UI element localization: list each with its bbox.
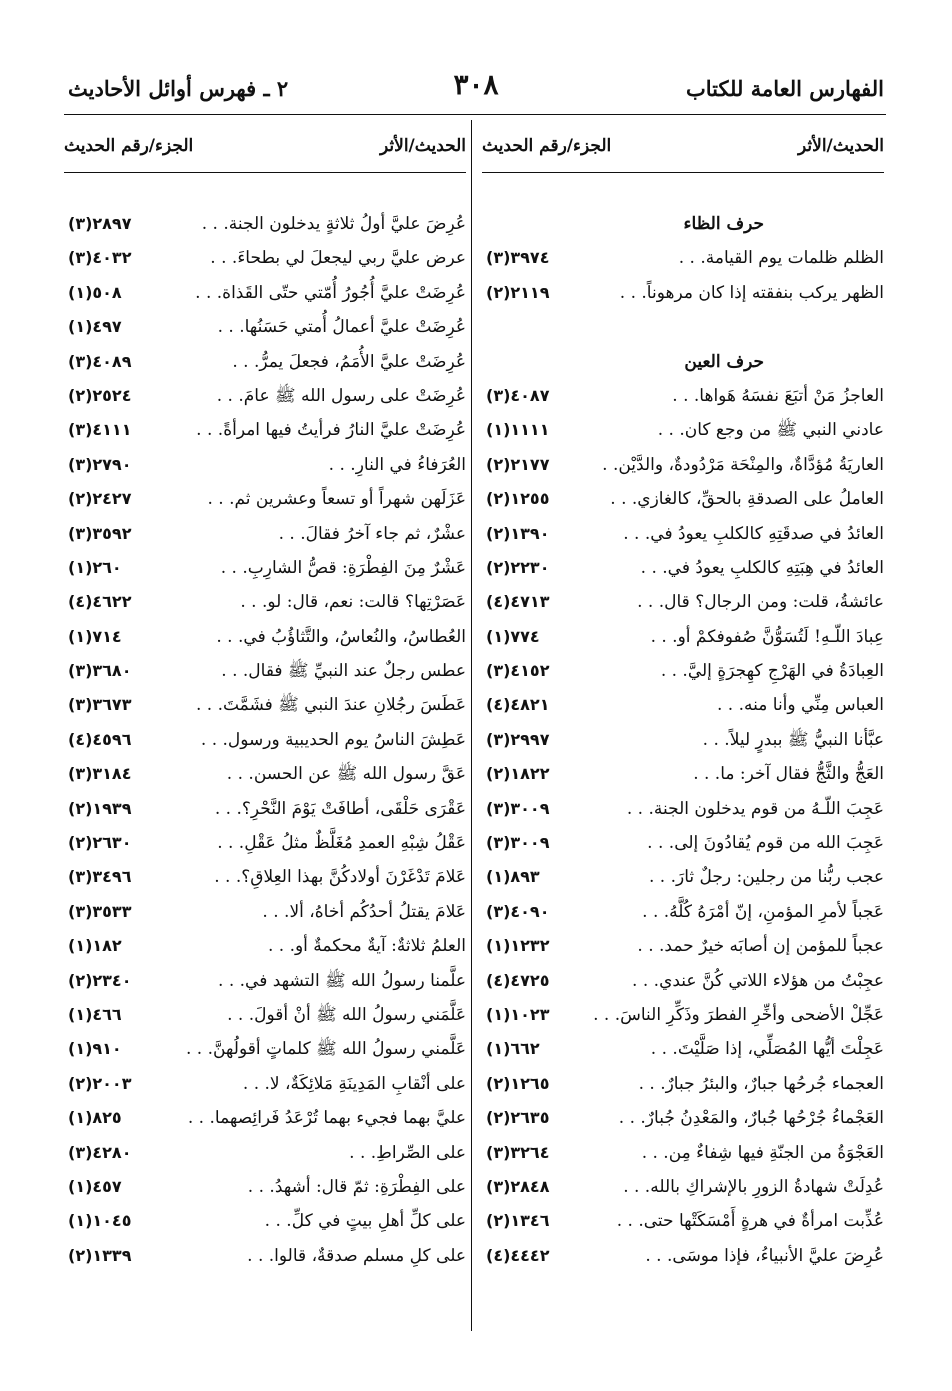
index-entry [64, 310, 466, 344]
book-title: الفهارس العامة للكتاب [685, 76, 884, 101]
entry-ref: ٤٠٨٧(٣) [486, 385, 550, 405]
entry-text: عُرِضَتْ عليَّ أعمالُ أُمتي حَسَنُها. . . [217, 317, 466, 338]
entry-ref: ٧٧٤(١) [486, 626, 540, 646]
entry-text: عَلامَ تَدْغَرْنَ أولادكُنَّ بهذا العِلاقِ؟. . . [214, 867, 466, 888]
index-entry [64, 448, 466, 482]
entry-text: عَلَّمَني رسولُ الله ﷺ أنْ أقولَ. . . [227, 1004, 466, 1025]
index-entry [64, 1032, 466, 1066]
index-entry [64, 860, 466, 894]
index-entry [482, 276, 884, 310]
left-column-head [64, 130, 466, 162]
entry-text: عَزَلَهن شهراً أو تسعاً وعشرين ثم. . . [207, 489, 466, 510]
left-column [64, 130, 466, 1273]
index-entry [482, 1067, 884, 1101]
index-entry [482, 585, 884, 619]
entry-text: عَجِلْتَ أيُّها المُصَلِّي، إذا صَلَّيْتَ. . . [650, 1039, 884, 1060]
entry-text: عُرِضَتْ عليَّ النارُ فرأيتُ فيها امرأةً. . . [196, 420, 466, 441]
entry-text: عَشْرٌ مِنَ الفِطْرَةِ: قصُّ الشارِبِ. . . [220, 557, 466, 578]
index-entry [64, 620, 466, 654]
index-entry [482, 1101, 884, 1135]
entry-text: عُرِضَتْ عليَّ أُجُورُ أُمّتي حتّى القَذاة. . . [195, 282, 466, 303]
index-entry [64, 413, 466, 447]
entry-text: العباس مِنِّي وأنا منه. . . [717, 695, 884, 716]
entry-ref: ٧١٤(١) [68, 626, 122, 646]
entry-ref: ٢٩٩٧(٣) [486, 729, 550, 749]
index-entry [482, 551, 884, 585]
entry-text: عَجباً لأمرِ المؤمنِ، إنّ أمْرَهُ كُلَّهُ. . . [642, 901, 884, 922]
index-entry [482, 241, 884, 275]
entry-text: عَجِّلْ الأضحى وأخِّرِ الفطرَ وذَكِّرِ الناسَ. . . [593, 1004, 884, 1025]
entry-ref: ١٢٥٥(٢) [486, 489, 550, 509]
index-entry [64, 654, 466, 688]
entry-ref: ١٣٣٩(٢) [68, 1245, 132, 1265]
index-entry [64, 895, 466, 929]
entry-ref: ٤٧٢٥(٤) [486, 970, 550, 990]
index-entry [482, 310, 884, 344]
index-entry [482, 620, 884, 654]
entry-text: على كلِّ أهلِ بيتٍ في كلِّ. . . [264, 1211, 466, 1232]
entry-ref: ٨٩٣(١) [486, 867, 540, 887]
index-entry [482, 929, 884, 963]
entry-ref: ١٣٤٦(٢) [486, 1211, 550, 1231]
entry-text: العاجزُ مَنْ أتبَعَ نفسَهُ هَواها. . . [672, 385, 884, 406]
section-title: ٢ ـ فهرس أوائل الأحاديث [68, 76, 289, 101]
index-entry [482, 1170, 884, 1204]
entry-text: عليَّ بهما فجيء بهما تُرْعَدُ فَرائِصهما. . . [187, 1108, 466, 1129]
entry-text: العائدُ في هِبَتِهِ كالكلبِ يعودُ في. . . [640, 557, 884, 578]
index-entry [482, 688, 884, 722]
entry-text: عُدِلَتْ شهادةُ الزورِ بالإشراكِ بالله. . . [623, 1176, 884, 1197]
entry-text: العاريَةُ مُؤدَّاةٌ، والمِنْحَة مَرْدُودةٌ، والدَّيْن. . [602, 454, 884, 475]
index-entry [64, 241, 466, 275]
page-number: ٣٠٨ [453, 68, 499, 101]
entry-ref: ٣٠٠٩(٣) [486, 798, 550, 818]
entry-text: حرف العين [684, 351, 764, 372]
entry-text: عُرِضَتْ على رسول الله ﷺ عامَ. . . [216, 385, 466, 406]
entry-ref: ٩١٠(١) [68, 1039, 122, 1059]
entry-ref: ٣٦٧٣(٣) [68, 695, 132, 715]
entry-text: العلمُ ثلاثةٌ: آيةٌ محكمةٌ أو. . . [267, 936, 466, 957]
entry-ref: ٥٠٨(١) [68, 282, 122, 302]
entry-ref: ٢٢٣٠(٢) [486, 557, 550, 577]
index-entry [482, 1204, 884, 1238]
entry-text: عَقْلُ شِبْهِ العمدِ مُغَلَّظٌ مثلُ عَقْلِ. . . [217, 833, 466, 854]
entry-text: الظلم ظلمات يوم القيامة. . . [678, 248, 884, 269]
entry-ref: ١١١١(١) [486, 420, 550, 440]
entry-ref: ٢٨٩٧(٣) [68, 214, 132, 233]
column-head-hadith: الحديث/الأثر [380, 136, 466, 156]
index-entry [482, 482, 884, 516]
entry-ref: ٦٦٢(١) [486, 1039, 540, 1059]
entry-ref: ٣٦٨٠(٣) [68, 661, 132, 681]
entry-ref: ١٠٢٣(١) [486, 1004, 550, 1024]
entry-text: عطس رجلٌ عند النبيِّ ﷺ فقال. . . [221, 661, 466, 682]
entry-text: الظهر يركب بنفقته إذا كان مرهوناً. . . [619, 282, 884, 303]
index-entry [64, 826, 466, 860]
index-entry [64, 1170, 466, 1204]
entry-text: حرف الظاء [683, 214, 764, 234]
entry-ref: ٤٠٩٠(٣) [486, 901, 550, 921]
entry-ref: ١٩٣٩(٢) [68, 798, 132, 818]
index-entry [482, 1032, 884, 1066]
entry-text: عادني النبي ﷺ من وجع كان. . . [657, 420, 884, 441]
entry-ref: ٤١٥٢(٣) [486, 661, 550, 681]
entry-text: عَطَسَ رجُلانِ عندَ النبي ﷺ فشَمَّتَ. . . [195, 695, 466, 716]
entry-text: على الصِّراطِ. . . [349, 1142, 466, 1163]
entry-ref: ١٢٣٢(١) [486, 936, 550, 956]
index-entry [64, 792, 466, 826]
entry-ref: ٢٨٤٨(٣) [486, 1176, 550, 1196]
index-entry [64, 482, 466, 516]
right-column-head [482, 130, 884, 162]
entry-text: عشْرٌ، ثم جاء آخرُ فقالَ. . . [278, 523, 466, 544]
column-head-ref: الجزء/رقم الحديث [482, 136, 612, 156]
index-entry [482, 413, 884, 447]
entry-text: عائشةُ، قلت: ومن الرجال؟ قال. . . [637, 592, 884, 613]
index-entry [64, 723, 466, 757]
entry-text: عَصَرْتِها؟ قالت: نعم، قال: لو. . . [240, 592, 466, 613]
entry-ref: ٣٤٩٦(٣) [68, 867, 132, 887]
index-entry [64, 929, 466, 963]
entry-ref: ٤٥٩٦(٤) [68, 729, 132, 749]
index-entry [64, 551, 466, 585]
entry-text: عَقَّ رسول الله ﷺ عن الحسن. . . [226, 764, 466, 785]
entry-ref: ٣٠٠٩(٣) [486, 833, 550, 853]
index-entry [482, 723, 884, 757]
entry-ref: ١٠٤٥(١) [68, 1211, 132, 1231]
entry-text: العَجُّ والثَّجُّ فقال آخر: ما. . . [693, 764, 884, 785]
entry-ref: ٤٨٢١(٤) [486, 695, 550, 715]
entry-text: عَلَّمني رسولُ الله ﷺ كلماتٍ أقولُهنَّ. . . [185, 1039, 466, 1060]
entry-text: العجماء جُرحُها جبارٌ، والبئرُ جبارٌ. . . [638, 1073, 884, 1094]
entry-ref: ٤٢٨٠(٣) [68, 1142, 132, 1162]
entry-ref: ٤٧١٣(٤) [486, 592, 550, 612]
index-entry [64, 1204, 466, 1238]
entry-text: على الفِطْرَةِ: ثمّ قال: أشهدُ. . . [247, 1176, 466, 1197]
entry-text: عَجِبَ الله من قوم يُقادُونَ إلى. . . [647, 833, 884, 854]
index-entry [64, 964, 466, 998]
entry-text: العُرَفاءُ في النارِ. . . [328, 454, 466, 475]
entry-text: العَجْوَةُ من الجنّةِ فيها شِفاءٌ مِن. . . [641, 1142, 884, 1163]
index-entry [482, 757, 884, 791]
entry-text: العِبادَةُ في الهَرْجِ كهِجرَةٍ إليَّ. . . [660, 661, 884, 682]
entry-ref: ٢٦٣٠(٢) [68, 833, 132, 853]
entry-text: عُرِضَ عليَّ أولُ ثلاثةٍ يدخلون الجنة. . . [201, 214, 466, 234]
letter-heading [482, 207, 884, 241]
entry-text: عَقْرَى حَلْقَى، أطافَتْ يَوْمَ النَّحْرِ؟. . . [214, 798, 466, 819]
column-head-hadith: الحديث/الأثر [798, 136, 884, 156]
index-entry [482, 1136, 884, 1170]
index-entry [482, 826, 884, 860]
index-entry [64, 1101, 466, 1135]
entry-ref: ١٣٩٠(٢) [486, 523, 550, 543]
entry-text: العائدُ في صدقَتِهِ كالكلبِ يعودُ في. . . [623, 523, 884, 544]
entry-ref: ١٢٦٥(٢) [486, 1073, 550, 1093]
entry-text: عِبادَ اللّـهِ! لَتُسَوُّنَّ صُفوفكمْ أو. . . [650, 626, 884, 647]
column-head-ref: الجزء/رقم الحديث [64, 136, 194, 156]
left-entries [64, 207, 466, 1273]
column-head-rule [64, 172, 466, 173]
index-entry [482, 379, 884, 413]
entry-ref: ٢٧٩٠(٣) [68, 454, 132, 474]
entry-text: عَجِبَ اللّـهُ من قوم يدخلون الجنة. . . [626, 798, 884, 819]
entry-ref: ١٨٢(١) [68, 936, 122, 956]
index-entry [482, 860, 884, 894]
entry-ref: ٣٥٩٢(٣) [68, 523, 132, 543]
entry-ref: ٣٢٦٤(٣) [486, 1142, 550, 1162]
entry-ref: ٢٦٠(١) [68, 557, 122, 577]
entry-text: على كلِ مسلم صدقةٌ، قالوا. . . [247, 1245, 466, 1266]
index-entry [482, 517, 884, 551]
entry-text: عُرِضَ عليَّ الأنبياءُ، فإذا موسَى. . . [645, 1245, 884, 1266]
entry-text: على أنْقابِ المَدِينَةِ مَلائِكَةٌ، لا. . . [242, 1073, 466, 1094]
entry-ref: ٢٣٤٠(٢) [68, 970, 132, 990]
index-entry [64, 207, 466, 241]
entry-ref: ٣١٨٤(٣) [68, 764, 132, 784]
entry-text: عُذِّبت امرأةٌ في هرةٍ أَمْسَكَتْها حتى. . . [616, 1211, 884, 1232]
column-head-rule [482, 172, 884, 173]
entry-text: عُرِضَتْ عليَّ الأُمَمُ، فجعلَ يمرُّ. . . [232, 351, 466, 372]
index-entry [64, 1239, 466, 1273]
entry-ref: ٤٦٦(١) [68, 1004, 122, 1024]
index-entry [64, 345, 466, 379]
entry-ref: ٢٥٢٤(٢) [68, 385, 132, 405]
entry-text: علَّمنا رسولُ الله ﷺ التشهد في. . . [218, 970, 466, 991]
right-column [482, 130, 884, 1273]
index-entry [482, 998, 884, 1032]
entry-ref: ٣٩٧٤(٣) [486, 248, 550, 268]
index-entry [482, 448, 884, 482]
letter-heading [482, 345, 884, 379]
entry-ref: ٤٦٢٢(٤) [68, 592, 132, 612]
entry-text: عَلامَ يقتلُ أحدُكُم أخاهُ، ألا. . . [262, 901, 466, 922]
entry-ref: ٤٥٧(١) [68, 1176, 122, 1196]
entry-ref: ٢١١٩(٢) [486, 282, 550, 302]
column-divider [471, 120, 472, 1331]
header-rule [64, 114, 886, 115]
index-entry [482, 1239, 884, 1273]
entry-ref: ١٨٢٢(٢) [486, 764, 550, 784]
index-entry [64, 585, 466, 619]
right-entries [482, 207, 884, 1273]
entry-text: عجب ربُّنا من رجلين: رجلٌ ثارَ. . . [648, 867, 884, 888]
entry-ref: ٤٤٤٢(٤) [486, 1245, 550, 1265]
index-entry [482, 654, 884, 688]
index-entry [64, 1136, 466, 1170]
entry-ref: ٢٦٣٥(٢) [486, 1108, 550, 1128]
entry-text: العاملُ على الصدقةِ بالحقِّ، كالغازي. . . [610, 489, 884, 510]
entry-ref: ٤٠٣٢(٣) [68, 248, 132, 268]
index-entry [482, 792, 884, 826]
entry-ref: ٨٢٥(١) [68, 1108, 122, 1128]
index-entry [64, 517, 466, 551]
index-entry [482, 964, 884, 998]
entry-ref: ٣٥٣٣(٣) [68, 901, 132, 921]
index-entry [64, 276, 466, 310]
index-entry [64, 379, 466, 413]
index-entry [64, 1067, 466, 1101]
index-entry [64, 998, 466, 1032]
entry-ref: ٢١٧٧(٢) [486, 454, 550, 474]
entry-text: عجِبْتُ من هؤلاء اللاتي كُنَّ عندي. . . [632, 970, 884, 991]
index-entry [64, 688, 466, 722]
entry-text: عجباً للمؤمن إن أصابَه خيرٌ حمد. . . [637, 936, 884, 957]
entry-ref: ٤٠٨٩(٣) [68, 351, 132, 371]
entry-text: عبَّأنا النبيُّ ﷺ ببدرٍ ليلاً. . . [702, 729, 884, 750]
index-entry [64, 757, 466, 791]
entry-text: العُطاسُ، والنُعاسُ، والتَّثاؤُبُ في. . . [216, 626, 466, 647]
index-entry [482, 895, 884, 929]
entry-text: عرض عليَّ ربي ليجعلَ لي بطحاءَ. . . [210, 248, 466, 269]
entry-ref: ٢٤٢٧(٢) [68, 489, 132, 509]
entry-ref: ٤٩٧(١) [68, 317, 122, 337]
entry-ref: ٢٠٠٣(٢) [68, 1073, 132, 1093]
entry-text: عَطِشَ الناسُ يوم الحديبية ورسول. . . [200, 729, 466, 750]
entry-text: العَجْماءُ جُرْحُها جُبارٌ، والمَعْدِنُ جُبارٌ. . . [618, 1108, 884, 1129]
entry-ref: ٤١١١(٣) [68, 420, 132, 440]
